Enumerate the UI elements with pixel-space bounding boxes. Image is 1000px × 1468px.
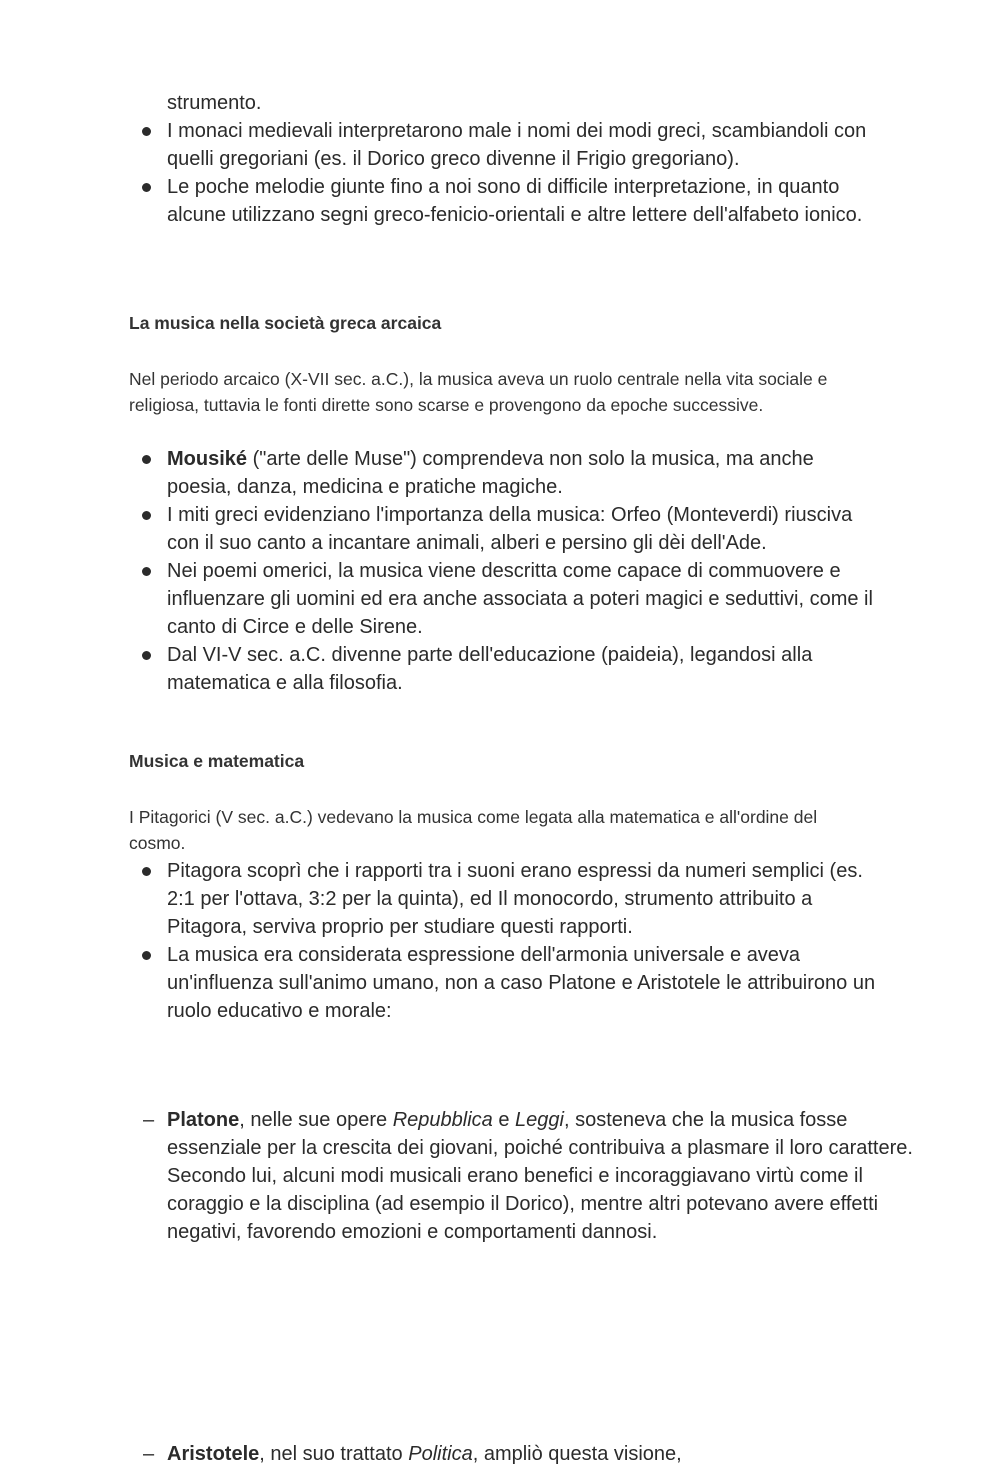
list-item: I miti greci evidenziano l'importanza della musica: Orfeo (Monteverdi) riusciva con il suo canto a incantare animali, alberi e persino gli dèi dell'Ade. (129, 501, 874, 557)
list-item: Le poche melodie giunte fino a noi sono di difficile interpretazione, in quanto alcune utilizzano segni greco-fenicio-orientali e altre lettere dell'alfabeto ionico. (129, 173, 889, 229)
dash-marker: – (143, 1443, 155, 1465)
section2-bullet-list (129, 857, 879, 1025)
list-item: La musica era considerata espressione dell'armonia universale e aveva un'influenza sull'animo umano, non a caso Platone e Aristotele le attribuirono un ruolo educativo e morale: (129, 941, 879, 1025)
work-title: Repubblica (392, 1109, 493, 1131)
dash-item-platone: – Platone, nelle sue opere Repubblica e Leggi, sosteneva che la musica fosse essenziale per la crescita dei giovani, poiché contribuiva a plasmare il loro carattere. Secondo lui, alcuni modi musicali erano benefici e incoraggiavano virtù come il coraggio e la disciplina (ad esempio il Dorico), mentre altri potevano avere effetti negativi, favorendo emozioni e comportamenti dannosi. (129, 1106, 917, 1246)
section-heading: La musica nella società greca arcaica (129, 313, 442, 333)
name-aristotele: Aristotele (167, 1443, 260, 1465)
list-item: Mousiké ("arte delle Muse") comprendeva non solo la musica, ma anche poesia, danza, medicina e pratiche magiche. (129, 445, 874, 501)
list-item: I monaci medievali interpretarono male i nomi dei modi greci, scambiandoli con quelli gregoriani (es. il Dorico greco divenne il Frigio gregoriano). (129, 117, 889, 173)
intro-block (129, 89, 889, 229)
intro-continuation: strumento. (167, 92, 262, 114)
list-item: Pitagora scoprì che i rapporti tra i suoni erano espressi da numeri semplici (es. 2:1 per l'ottava, 3:2 per la quinta), ed Il monocordo, strumento attribuito a Pitagora, serviva proprio per studiare questi rapporti. (129, 857, 879, 941)
section1-bullet-list (129, 445, 874, 697)
list-item: Nei poemi omerici, la musica viene descritta come capace di commuovere e influenzare gli uomini ed era anche associata a poteri magici e seduttivi, come il canto di Circe e delle Sirene. (129, 557, 874, 641)
work-title: Politica (408, 1443, 473, 1465)
section-paragraph: I Pitagorici (V sec. a.C.) vedevano la musica come legata alla matematica e all'ordine del cosmo. (129, 807, 818, 853)
dash-item-aristotele: – Aristotele, nel suo trattato Politica, ampliò questa visione, (129, 1440, 917, 1468)
intro-bullet-list (129, 117, 889, 229)
section-paragraph: Nel periodo arcaico (X-VII sec. a.C.), la musica aveva un ruolo centrale nella vita sociale e religiosa, tuttavia le fonti dirette sono scarse e provengono da epoche successive. (129, 369, 828, 415)
section-heading: Musica e matematica (129, 751, 305, 771)
name-platone: Platone (167, 1109, 240, 1131)
list-item: Dal VI-V sec. a.C. divenne parte dell'educazione (paideia), legandosi alla matematica e alla filosofia. (129, 641, 874, 697)
term-mousike: Mousiké (167, 448, 248, 470)
work-title: Leggi (515, 1109, 564, 1131)
dash-marker: – (143, 1109, 155, 1131)
